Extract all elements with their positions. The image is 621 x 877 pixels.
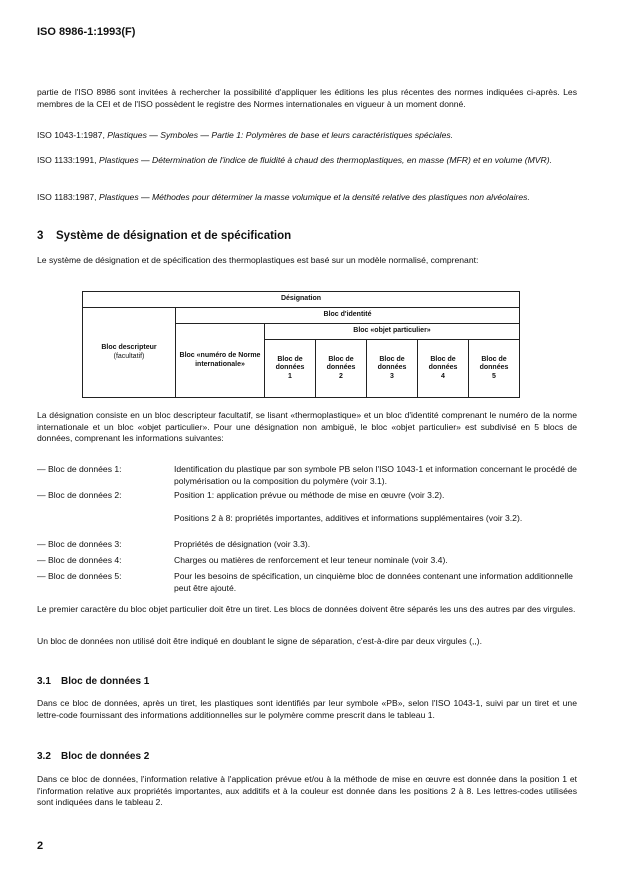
- reference-code: ISO 1043-1:1987,: [37, 130, 105, 140]
- section-title: Bloc de données 2: [61, 751, 150, 762]
- reference-iso-1133: [37, 155, 577, 167]
- reference-iso-1043: [37, 130, 577, 142]
- reference-title: Plastiques — Symboles — Partie 1: Polymères de base et leurs caractéristiques spéciales.: [107, 130, 454, 140]
- section-3-heading: [37, 230, 291, 242]
- data-block-text: Charges ou matières de renforcement et leur teneur nominale (voir 3.4).: [174, 555, 448, 565]
- data-block-label: — Bloc de données 4:: [37, 555, 122, 565]
- section-number: 3.2: [37, 751, 51, 762]
- section-3-2-text: Dans ce bloc de données, l'information relative à l'application prévue et/ou à la méthode de mise en œuvre est donnée dans la position 1 et l'information relative aux propriétés importantes, aux additifs et à la couleur est donnée dans les positions 2 à 8. Les lettres-codes utilisées sont indiquées dans le tableau 2.: [37, 774, 577, 808]
- section-3-1-heading: [37, 676, 149, 687]
- data-block-label: — Bloc de données 2:: [37, 490, 122, 500]
- descriptor-block-title: Bloc descripteur: [101, 344, 157, 351]
- section-number: 3.1: [37, 676, 51, 687]
- reference-title: Plastiques — Détermination de l'indice de fluidité à chaud des thermoplastiques, en masse (MFR) et en volume (MVR).: [98, 155, 552, 165]
- descriptor-block-optional: (facultatif): [113, 352, 145, 360]
- unused-block-rule: Un bloc de données non utilisé doit être indiqué en doublant le signe de séparation, c'est-à-dire par deux virgules (,,).: [37, 636, 482, 646]
- designation-explanation: La désignation consiste en un bloc descripteur facultatif, se lisant «thermoplastique» et un bloc d'identité comprenant le numéro de la norme internationale et un bloc «objet particulier». Pour une désignation non ambiguë, le bloc «objet particulier» est subdivisé en 5 blocs de données, comprenant les informations suivantes:: [37, 410, 577, 444]
- data-block-text: Position 1: application prévue ou méthode de mise en œuvre (voir 3.2).: [174, 490, 445, 500]
- data-block-cell: Bloc de données 3: [367, 340, 418, 398]
- section-number: 3: [37, 230, 44, 242]
- descriptor-block-cell: [83, 308, 176, 398]
- data-block-text: Identification du plastique par son symbole PB selon l'ISO 1043-1 et information concernant le procédé de polymérisation ou la composition du polymère (voir 3.1).: [174, 464, 577, 486]
- designation-table: [82, 291, 520, 398]
- document-header: ISO 8986-1:1993(F): [37, 26, 136, 38]
- data-block-cell: Bloc de données 4: [418, 340, 469, 398]
- data-block-text: Positions 2 à 8: propriétés importantes, additives et informations supplémentaires (voir 3.2).: [174, 513, 523, 523]
- page-number: 2: [37, 840, 44, 852]
- data-block-cell: Bloc de données 1: [265, 340, 316, 398]
- section-3-1-text: Dans ce bloc de données, après un tiret, les plastiques sont identifiés par leur symbole «PB», selon l'ISO 1043-1, suivi par un tiret et une lettre-code fournissant des informations additionnelles sur le polymère comme prescrit dans le tableau 1.: [37, 698, 577, 720]
- data-block-text: Propriétés de désignation (voir 3.3).: [174, 539, 311, 549]
- particular-object-block: Bloc «objet particulier»: [265, 324, 520, 340]
- table-header-designation: Désignation: [83, 292, 520, 308]
- data-block-label: — Bloc de données 1:: [37, 464, 122, 474]
- section-title: Bloc de données 1: [61, 676, 150, 687]
- section-3-2-heading: [37, 751, 149, 762]
- reference-code: ISO 1183:1987,: [37, 192, 97, 202]
- norm-number-block: Bloc «numéro de Norme internationale»: [176, 324, 265, 398]
- data-block-cell: Bloc de données 2: [316, 340, 367, 398]
- first-character-rule: Le premier caractère du bloc objet particulier doit être un tiret. Les blocs de données doivent être séparés les uns des autres par des virgules.: [37, 604, 576, 614]
- reference-code: ISO 1133:1991,: [37, 155, 97, 165]
- reference-iso-1183: [37, 192, 577, 204]
- data-block-label: — Bloc de données 3:: [37, 539, 122, 549]
- data-block-cell: Bloc de données 5: [469, 340, 520, 398]
- intro-paragraph: partie de l'ISO 8986 sont invitées à rechercher la possibilité d'appliquer les éditions les plus récentes des normes indiquées ci-après. Les membres de la CEI et de l'ISO possèdent le registre des Normes internationales en vigueur à un moment donné.: [37, 87, 577, 109]
- data-block-text: Pour les besoins de spécification, un cinquième bloc de données contenant une information additionnelle peut être ajouté.: [174, 571, 573, 593]
- data-block-label: — Bloc de données 5:: [37, 571, 122, 581]
- section-3-intro: Le système de désignation et de spécification des thermoplastiques est basé sur un modèle normalisé, comprenant:: [37, 255, 479, 265]
- section-title: Système de désignation et de spécification: [56, 230, 292, 242]
- identity-block-header: Bloc d'identité: [176, 308, 520, 324]
- reference-title: Plastiques — Méthodes pour déterminer la masse volumique et la densité relative des plastiques non alvéolaires.: [98, 192, 530, 202]
